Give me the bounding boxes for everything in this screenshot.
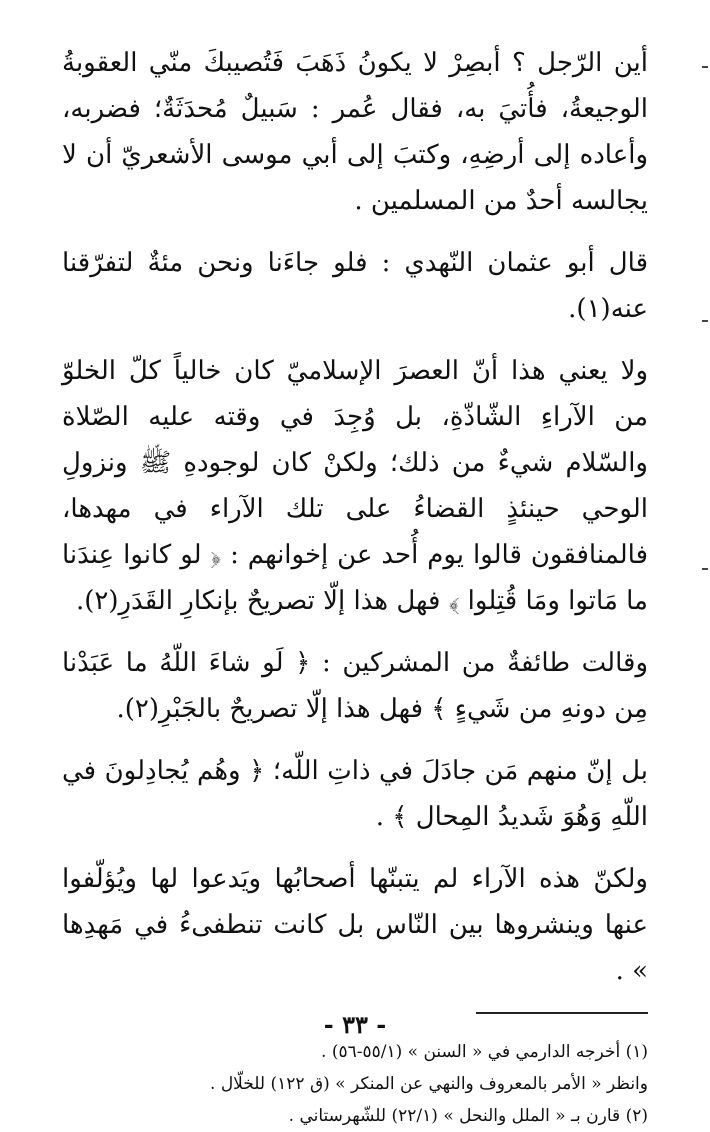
- footnote-1: (١) أخرجه الدارمي في « السنن » (٥٥/١-٥٦) .: [321, 1042, 648, 1062]
- edge-mark: [702, 320, 708, 322]
- footnotes: [62, 1036, 648, 1132]
- paragraph-6: ولكنّ هذه الآراء لم يتبنّها أصحابُها ويَدعوا لها ويُؤلّفوا عنها وينشروها بين النّاس بل كانت تنطفىءُ في مَهدِها » .: [62, 864, 648, 986]
- footnote-2: (٢) قارن بـ « الملل والنحل » (٢٢/١) للشّهرستاني .: [288, 1106, 648, 1126]
- footnote-1-continued: وانظر « الأمر بالمعروف والنهي عن المنكر » (ق ١٢٢) للخلّال .: [210, 1074, 648, 1094]
- paragraph-3: ولا يعني هذا أنّ العصرَ الإسلاميّ كان خالياً كلّ الخلوّ من الآراءِ الشّاذّةِ، بل وُجِدَ في وقته عليه الصّلاة والسّلام شيءٌ من ذلك؛ ولكنْ كان لوجودهِ ﷺ ونزولِ الوحي حينئذٍ القضاءُ على تلك الآراء في مهدها، فالمنافقون قالوا يوم أُحد عن إخوانهم : ﴿ لو كانوا عِندَنا ما مَاتوا ومَا قُتِلوا ﴾ فهل هذا إلّا تصريحٌ بإنكارِ القَدَرِ(٢).: [62, 356, 648, 616]
- edge-mark: [702, 568, 708, 570]
- paragraph-1: أين الرّجل ؟ أبصِرْ لا يكونُ ذَهَبَ فَتُصيبكَ منّي العقوبةُ الوجيعةُ، فأُتيَ به، فقال عُمر : سَبيلٌ مُحدَثَةٌ؛ فضربه، وأعاده إلى أرضِهِ، وكتبَ إلى أبي موسى الأشعريّ أن لا يجالسه أحدٌ من المسلمين .: [62, 48, 649, 216]
- paragraph-5: بل إنّ منهم مَن جادَلَ في ذاتِ اللّه؛ ﴿ وهُم يُجادِلونَ في اللّهِ وَهُوَ شَديدُ المِحال ﴾ .: [62, 756, 648, 832]
- page-body: [62, 40, 648, 1132]
- page-number: - ٣٣ -: [323, 1010, 387, 1039]
- paragraph-2: قال أبو عثمان النّهدي : فلو جاءَنا ونحن مئةٌ لتفرّقنا عنه(١).: [62, 248, 648, 324]
- paragraph-4: وقالت طائفةٌ من المشركين : ﴿ لَو شاءَ اللّهُ ما عَبَدْنا مِن دونهِ من شَيءٍ ﴾ فهل هذا إلّا تصريحٌ بالجَبْرِ(٢).: [62, 648, 648, 724]
- edge-mark: [702, 66, 708, 68]
